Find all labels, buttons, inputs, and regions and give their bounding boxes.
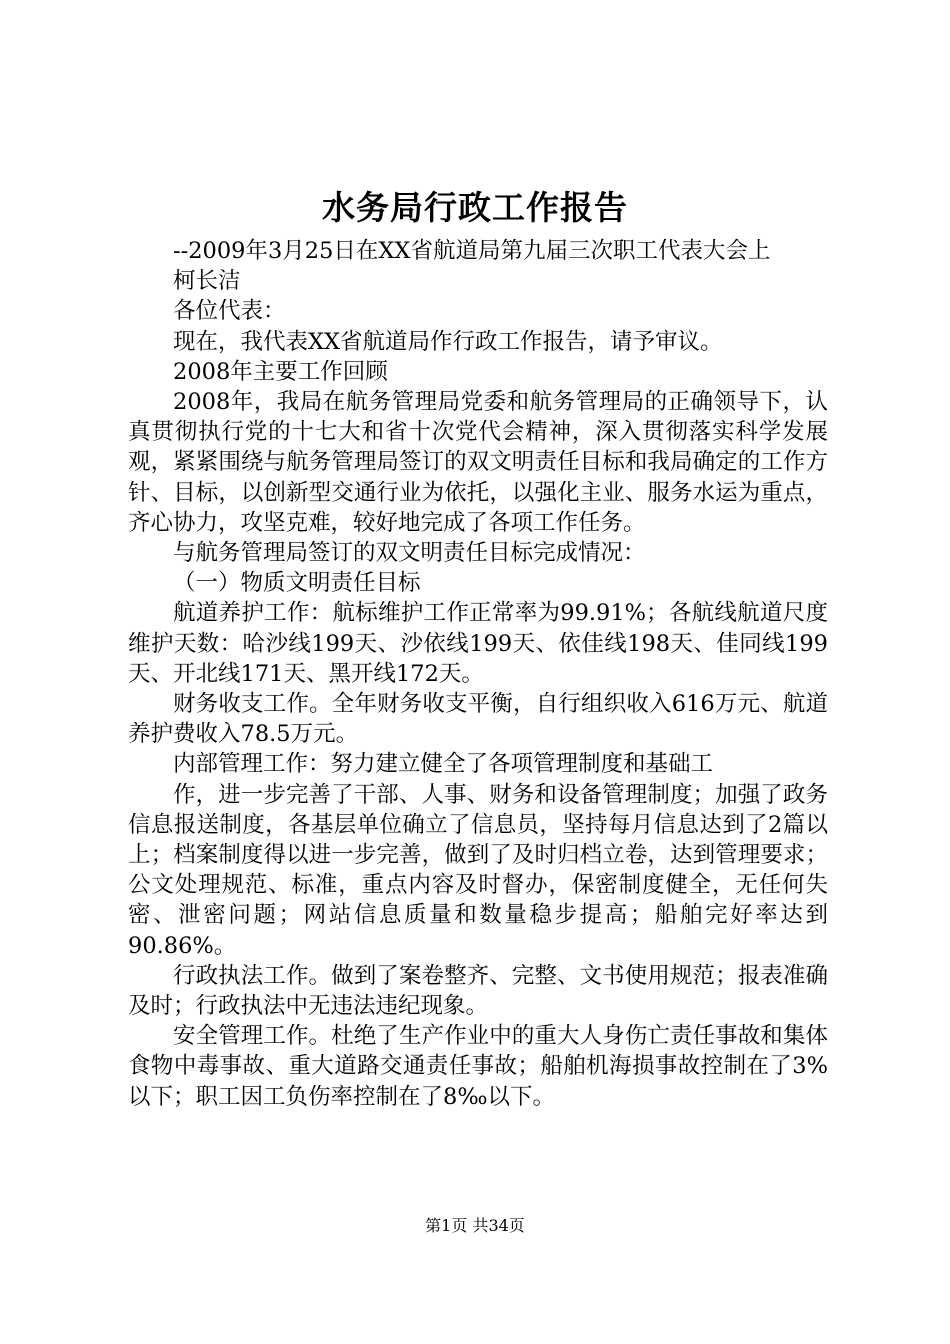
- paragraph: 2008年，我局在航务管理局党委和航务管理局的正确领导下，认真贯彻执行党的十七大和省十次党代会精神，深入贯彻落实科学发展观，紧紧围绕与航务管理局签订的双文明责任目标和我局确定的工作方针、目标，以创新型交通行业为依托，以强化主业、服务水运为重点，齐心协力，攻坚克难，较好地完成了各项工作任务。: [128, 389, 828, 536]
- document-body: [128, 236, 828, 1112]
- page-footer: 第1页 共34页: [425, 1216, 525, 1235]
- paragraph: 财务收支工作。全年财务收支平衡，自行组织收入616万元、航道养护费收入78.5万元。: [128, 691, 828, 748]
- paragraph: 航道养护工作：航标维护工作正常率为99.91%；各航线航道尺度维护天数：哈沙线199天、沙依线199天、依佳线198天、佳同线199天、开北线171天、黑开线172天。: [128, 600, 828, 687]
- paragraph: 作，进一步完善了干部、人事、财务和设备管理制度；加强了政务信息报送制度，各基层单位确立了信息员，坚持每月信息达到了2篇以上；档案制度得以进一步完善，做到了及时归档立卷，达到管理要求；公文处理规范、标准，重点内容及时督办，保密制度健全，无任何失密、泄密问题；网站信息质量和数量稳步提高；船舶完好率达到90.86%。: [128, 781, 828, 959]
- page-title: 水务局行政工作报告: [322, 188, 628, 227]
- paragraph: 2008年主要工作回顾: [173, 358, 388, 385]
- paragraph: 现在，我代表XX省航道局作行政工作报告，请予审议。: [173, 328, 723, 355]
- paragraph: 各位代表：: [173, 298, 286, 325]
- paragraph: 安全管理工作。杜绝了生产作业中的重大人身伤亡责任事故和集体食物中毒事故、重大道路交通责任事故；船舶机海损事故控制在了3%以下；职工因工负伤率控制在了8‰以下。: [128, 1023, 828, 1110]
- paragraph: 内部管理工作：努力建立健全了各项管理制度和基础工: [173, 751, 714, 778]
- paragraph: 柯长洁: [173, 268, 241, 295]
- paragraph: --2009年3月25日在XX省航道局第九届三次职工代表大会上: [173, 238, 771, 264]
- paragraph: （一）物质文明责任目标: [173, 570, 421, 597]
- paragraph: 与航务管理局签订的双文明责任目标完成情况：: [173, 540, 646, 567]
- paragraph: 行政执法工作。做到了案卷整齐、完整、文书使用规范；报表准确及时；行政执法中无违法违纪现象。: [128, 962, 828, 1020]
